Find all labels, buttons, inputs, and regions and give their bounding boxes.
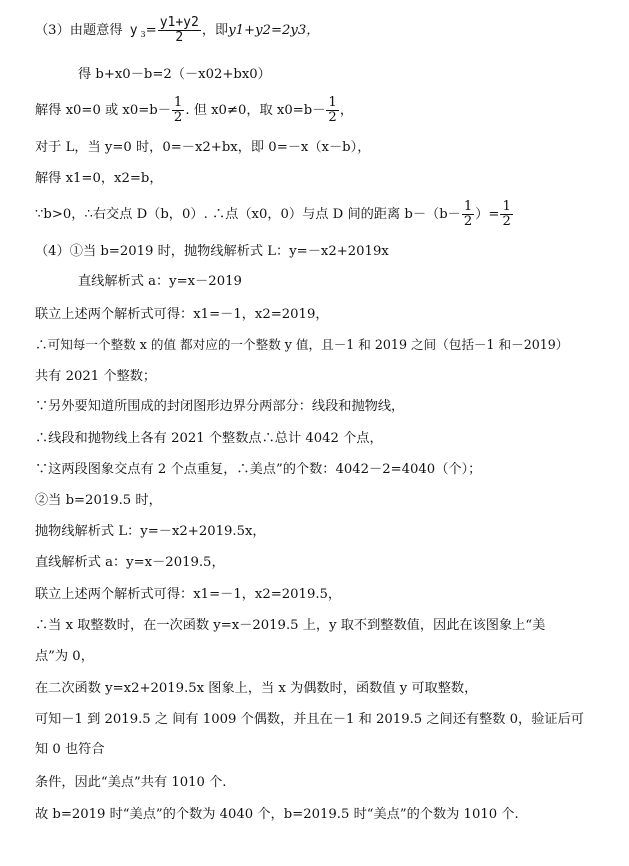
fraction-half: $\frac{1}{2}$	[173, 95, 183, 125]
line-5: 解得 x1=0，x2=b，	[35, 171, 163, 186]
line-6: ∵b>0，∴右交点 D（b，0）. ∴点（x0，0）与点 D 间的距离 b－（b－ $\frac{1}{2}$ ）= $\frac{1}{2}$	[35, 199, 511, 229]
line-9: 联立上述两个解析式可得：x1=－1，x2=2019，	[35, 307, 329, 322]
fraction-y1-plus-y2: $\frac{y1+y2}{2}$	[159, 15, 199, 45]
line-15: ②当 b=2019.5 时，	[35, 493, 162, 508]
y3-symbol: y	[129, 22, 138, 38]
line-7: （4）①当 b=2019 时，抛物线解析式 L：y=－x2+2019x	[35, 244, 389, 259]
line-20: 点”为 0，	[35, 649, 94, 664]
line-18: 联立上述两个解析式可得：x1=－1，x2=2019.5，	[35, 587, 342, 602]
line-14: ∵这两段图象交点有 2 个点重复，∴美点”的个数：4042－2=4040（个）；	[35, 462, 482, 477]
line-1: （3）由题意得 y $_3$= $\frac{y1+y2}{2}$ ，即y1+y2=2y3，	[35, 15, 320, 45]
line-2: 得 b+x0－b=2（－x02+bx0）	[78, 67, 271, 82]
line-1-prefix: （3）由题意得	[35, 23, 127, 38]
line-17: 直线解析式 a：y=x－2019.5，	[35, 555, 225, 570]
fraction-half: $\frac{1}{2}$	[502, 199, 511, 229]
line-22: 可知－1 到 2019.5 之 间有 1009 个偶数，并且在－1 和 2019.5 之间还有整数 0，验证后可	[35, 712, 584, 727]
line-13: ∴线段和抛物线上各有 2021 个整数点∴总计 4042 个点，	[35, 431, 383, 446]
line-24: 条件，因此“美点”共有 1010 个.	[35, 775, 227, 790]
line-23: 知 0 也符合	[35, 742, 105, 757]
fraction-half: $\frac{1}{2}$	[463, 199, 473, 229]
fraction-half: $\frac{1}{2}$	[328, 95, 337, 125]
line-21: 在二次函数 y=x2+2019.5x 图象上，当 x 为偶数时，函数值 y 可取整数，	[35, 681, 478, 696]
line-16: 抛物线解析式 L：y=－x2+2019.5x，	[35, 524, 266, 539]
line-11: 共有 2021 个整数；	[35, 369, 157, 384]
line-4: 对于 L，当 y=0 时，0=－x2+bx，即 0=－x（x－b），	[35, 140, 371, 155]
line-8: 直线解析式 a：y=x－2019	[78, 274, 242, 289]
line-25: 故 b=2019 时“美点”的个数为 4040 个，b=2019.5 时“美点”的个数为 1010 个.	[35, 807, 519, 822]
line-10: ∴可知每一个整数 x 的值 都对应的一个整数 y 值，且－1 和 2019 之间（包括－1 和－2019）	[35, 337, 569, 352]
line-12: ∵另外要知道所围成的封闭图形边界分两部分：线段和抛物线，	[35, 399, 405, 414]
line-19: ∴当 x 取整数时，在一次函数 y=x－2019.5 上，y 取不到整数值，因此在该图象上“美	[35, 618, 546, 633]
line-3: 解得 x0=0 或 x0=b－ $\frac{1}{2}$ . 但 x0≠0，取 x0=b－ $\frac{1}{2}$ ，	[35, 95, 353, 125]
